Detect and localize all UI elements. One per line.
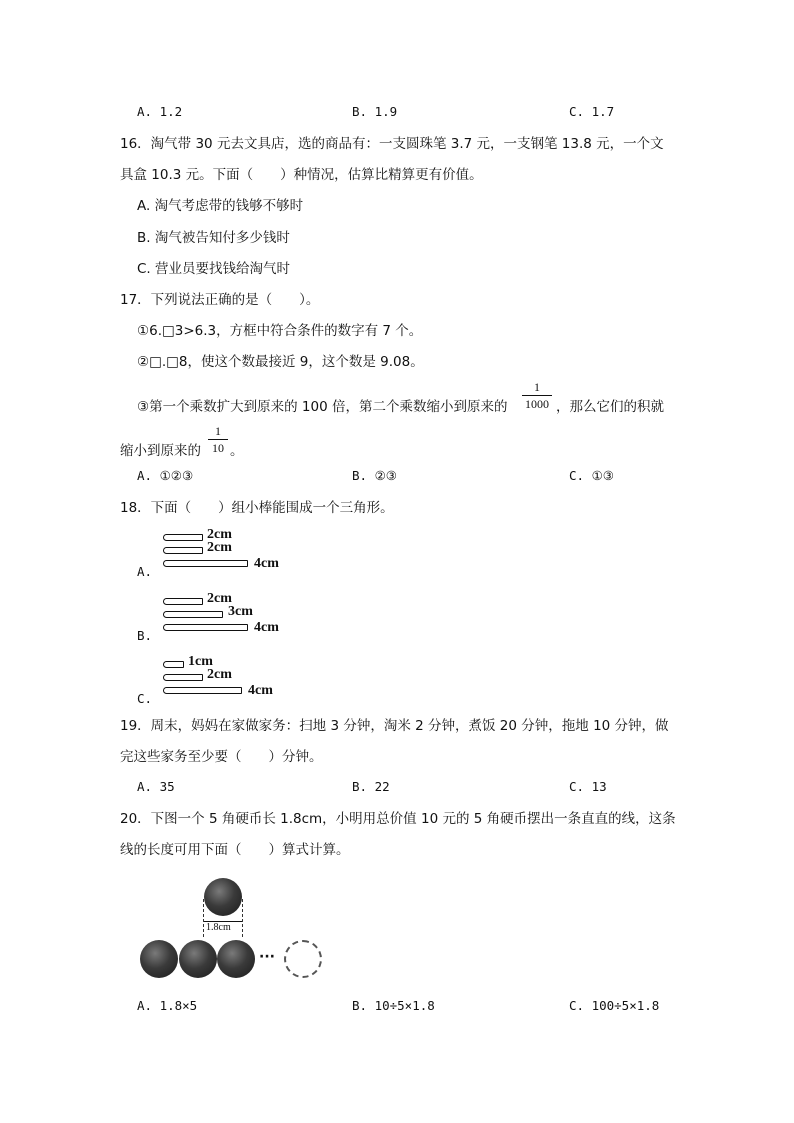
coin-icon: [204, 878, 242, 916]
q15-option-b[interactable]: B. 1.9: [352, 104, 398, 119]
fraction-bar: [522, 395, 552, 396]
q20-options: [137, 998, 677, 1016]
stick-length: 2cm: [207, 667, 232, 682]
stick-image: [163, 624, 248, 631]
q19-stem-line1: 19．周末，妈妈在家做家务：扫地 3 分钟，淘米 2 分钟，煮饭 20 分钟，拖地 10 分钟，做: [120, 718, 669, 734]
q18-stem: 18．下面（ ）组小棒能围成一个三角形。: [120, 500, 394, 516]
stick-length: 2cm: [207, 591, 232, 606]
q18-sticks-group-a: [163, 527, 303, 573]
stick-length: 4cm: [254, 620, 279, 635]
fraction-one-thousandth: [522, 380, 552, 411]
q15-option-c[interactable]: C. 1.7: [569, 104, 615, 119]
fraction-bar: [208, 439, 228, 440]
q18-option-a-label[interactable]: A.: [137, 564, 153, 579]
coin-icon: [179, 940, 217, 978]
fraction-denominator: 1000: [525, 397, 549, 411]
q17-statement-3-part4: 。: [230, 443, 244, 459]
stick-image: [163, 547, 203, 554]
stick-length: 1cm: [188, 654, 213, 669]
stick-image: [163, 687, 242, 694]
q17-options: [137, 468, 677, 486]
q16-option-a[interactable]: A. 淘气考虑带的钱够不够时: [137, 198, 304, 214]
q17-statement-3-part2: ，那么它们的积就: [556, 399, 664, 415]
stick-image: [163, 598, 203, 605]
q20-stem-line1: 20．下图一个 5 角硬币长 1.8cm，小明用总价值 10 元的 5 角硬币摆出一条直直的线，这条: [120, 811, 676, 827]
q18-sticks-group-c: [163, 654, 303, 700]
stick-image: [163, 611, 223, 618]
q20-option-a[interactable]: A. 1.8×5: [137, 998, 198, 1013]
fraction-numerator: 1: [534, 380, 540, 394]
dimension-label: 1.8cm: [206, 922, 231, 933]
coin-icon: [217, 940, 255, 978]
ellipsis-icon: ···: [259, 949, 275, 965]
q17-option-b[interactable]: B. ②③: [352, 468, 397, 483]
stick-image: [163, 674, 203, 681]
q17-statement-1: ①6.□3>6.3，方框中符合条件的数字有 7 个。: [137, 323, 423, 339]
stick-image: [163, 560, 248, 567]
fraction-one-tenth: [208, 424, 228, 455]
q16-stem-line1: 16．淘气带 30 元去文具店，选的商品有：一支圆珠笔 3.7 元，一支钢笔 13.8 元，一个文: [120, 136, 664, 152]
coin-figure: [138, 875, 338, 980]
q20-option-c[interactable]: C. 100÷5×1.8: [569, 998, 660, 1013]
stick-image: [163, 534, 203, 541]
q18-option-b-label[interactable]: B.: [137, 628, 153, 643]
fraction-numerator: 1: [215, 424, 221, 438]
stick-length: 4cm: [254, 556, 279, 571]
stick-length: 2cm: [207, 540, 232, 555]
q15-options: [137, 104, 677, 122]
coin-icon: [140, 940, 178, 978]
q19-option-c[interactable]: C. 13: [569, 779, 607, 794]
stick-length: 4cm: [248, 683, 273, 698]
dimension-guide-right: [242, 899, 244, 937]
q19-option-a[interactable]: A. 35: [137, 779, 175, 794]
stick-length: 2cm: [207, 527, 232, 542]
dashed-coin-outline-icon: [284, 940, 322, 978]
q16-option-c[interactable]: C. 营业员要找钱给淘气时: [137, 261, 291, 277]
q16-stem-line2: 具盒 10.3 元。下面（ ）种情况，估算比精算更有价值。: [120, 167, 483, 183]
q19-options: [137, 779, 677, 797]
q19-stem-line2: 完这些家务至少要（ ）分钟。: [120, 749, 323, 765]
q15-option-a[interactable]: A. 1.2: [137, 104, 183, 119]
q16-option-b[interactable]: B. 淘气被告知付多少钱时: [137, 230, 290, 246]
stick-length: 3cm: [228, 604, 253, 619]
q18-sticks-group-b: [163, 591, 303, 637]
q17-option-c[interactable]: C. ①③: [569, 468, 614, 483]
q20-option-b[interactable]: B. 10÷5×1.8: [352, 998, 435, 1013]
q17-statement-3-part3: 缩小到原来的: [120, 443, 201, 459]
q17-statement-3-part1: ③第一个乘数扩大到原来的 100 倍，第二个乘数缩小到原来的: [137, 399, 508, 415]
dimension-guide-left: [203, 899, 205, 937]
q17-option-a[interactable]: A. ①②③: [137, 468, 194, 483]
fraction-denominator: 10: [212, 441, 224, 455]
stick-image: [163, 661, 184, 668]
q17-stem: 17．下列说法正确的是（ ）。: [120, 292, 320, 308]
q17-statement-2: ②□.□8，使这个数最接近 9，这个数是 9.08。: [137, 354, 424, 370]
q18-option-c-label[interactable]: C.: [137, 691, 153, 706]
q20-stem-line2: 线的长度可用下面（ ）算式计算。: [120, 842, 350, 858]
q19-option-b[interactable]: B. 22: [352, 779, 390, 794]
